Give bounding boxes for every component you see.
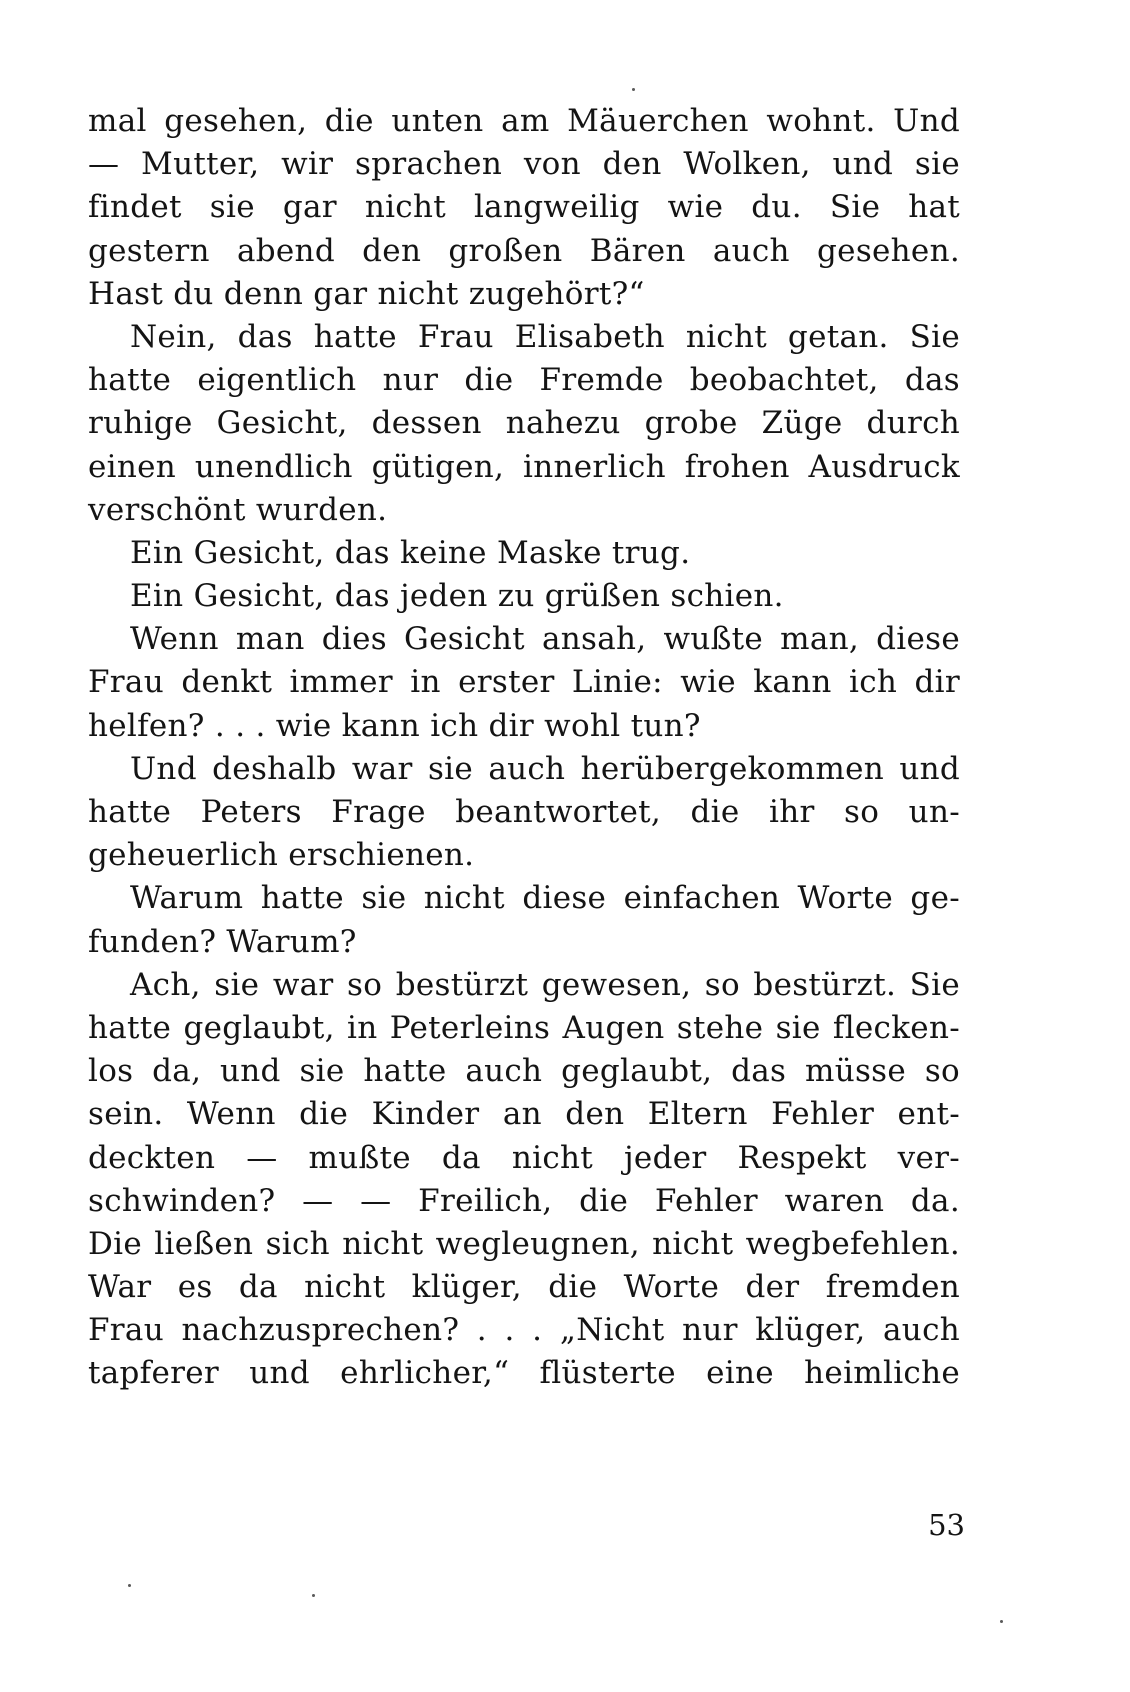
print-speck — [1000, 1620, 1003, 1623]
text-line: los da, und sie hatte auch geglaubt, das müsse so — [88, 1053, 960, 1090]
text-line: Frau denkt immer in erster Linie: wie kann ich dir — [88, 664, 960, 701]
text-line: geheuerlich erschienen. — [88, 837, 475, 874]
paragraph-first-line: Wenn man dies Gesicht ansah, wußte man, diese — [130, 621, 960, 658]
text-line: Die ließen sich nicht wegleugnen, nicht wegbefehlen. — [88, 1225, 960, 1262]
text-line: helfen? . . . wie kann ich dir wohl tun? — [88, 707, 701, 744]
print-speck — [632, 88, 635, 91]
paragraph-first-line: Ein Gesicht, das jeden zu grüßen schien. — [130, 578, 784, 615]
text-line: hatte geglaubt, in Peterleins Augen stehe sie flecken- — [88, 1009, 960, 1046]
text-line: Frau nachzusprechen? . . . „Nicht nur klüger, auch — [88, 1312, 960, 1349]
print-speck — [128, 1584, 131, 1587]
text-line: War es da nicht klüger, die Worte der fremden — [88, 1269, 960, 1306]
text-line: — Mutter, wir sprachen von den Wolken, und sie — [88, 146, 960, 183]
text-line: hatte eigentlich nur die Fremde beobachtet, das — [88, 362, 960, 399]
page-number: 53 — [928, 1508, 965, 1542]
text-line: ruhige Gesicht, dessen nahezu grobe Züge durch — [88, 405, 960, 442]
text-line: schwinden? — — Freilich, die Fehler waren da. — [88, 1182, 960, 1219]
text-line: deckten — mußte da nicht jeder Respekt ver- — [88, 1139, 960, 1176]
paragraph-first-line: Nein, das hatte Frau Elisabeth nicht getan. Sie — [130, 318, 960, 355]
text-line: verschönt wurden. — [88, 491, 388, 528]
text-line: gestern abend den großen Bären auch gesehen. — [88, 232, 960, 269]
text-line: tapferer und ehrlicher,“ flüsterte eine heimliche — [88, 1355, 960, 1392]
text-line: hatte Peters Frage beantwortet, die ihr so un- — [88, 794, 960, 830]
paragraph-first-line: Ach, sie war so bestürzt gewesen, so bestürzt. Sie — [130, 966, 960, 1003]
text-line: sein. Wenn die Kinder an den Eltern Fehler ent- — [88, 1096, 960, 1133]
text-line: einen unendlich gütigen, innerlich frohen Ausdruck — [88, 448, 960, 485]
text-line: Hast du denn gar nicht zugehört?“ — [88, 275, 645, 312]
text-line: funden? Warum? — [88, 923, 357, 960]
paragraph-first-line: Und deshalb war sie auch herübergekommen und — [130, 750, 960, 787]
paragraph-first-line: Ein Gesicht, das keine Maske trug. — [130, 534, 691, 571]
body-text — [88, 100, 960, 1396]
paragraph-first-line: Warum hatte sie nicht diese einfachen Worte ge- — [130, 880, 960, 917]
text-line: findet sie gar nicht langweilig wie du. Sie hat — [88, 189, 960, 226]
print-speck — [312, 1594, 315, 1597]
text-line: mal gesehen, die unten am Mäuerchen wohnt. Und — [88, 103, 960, 139]
